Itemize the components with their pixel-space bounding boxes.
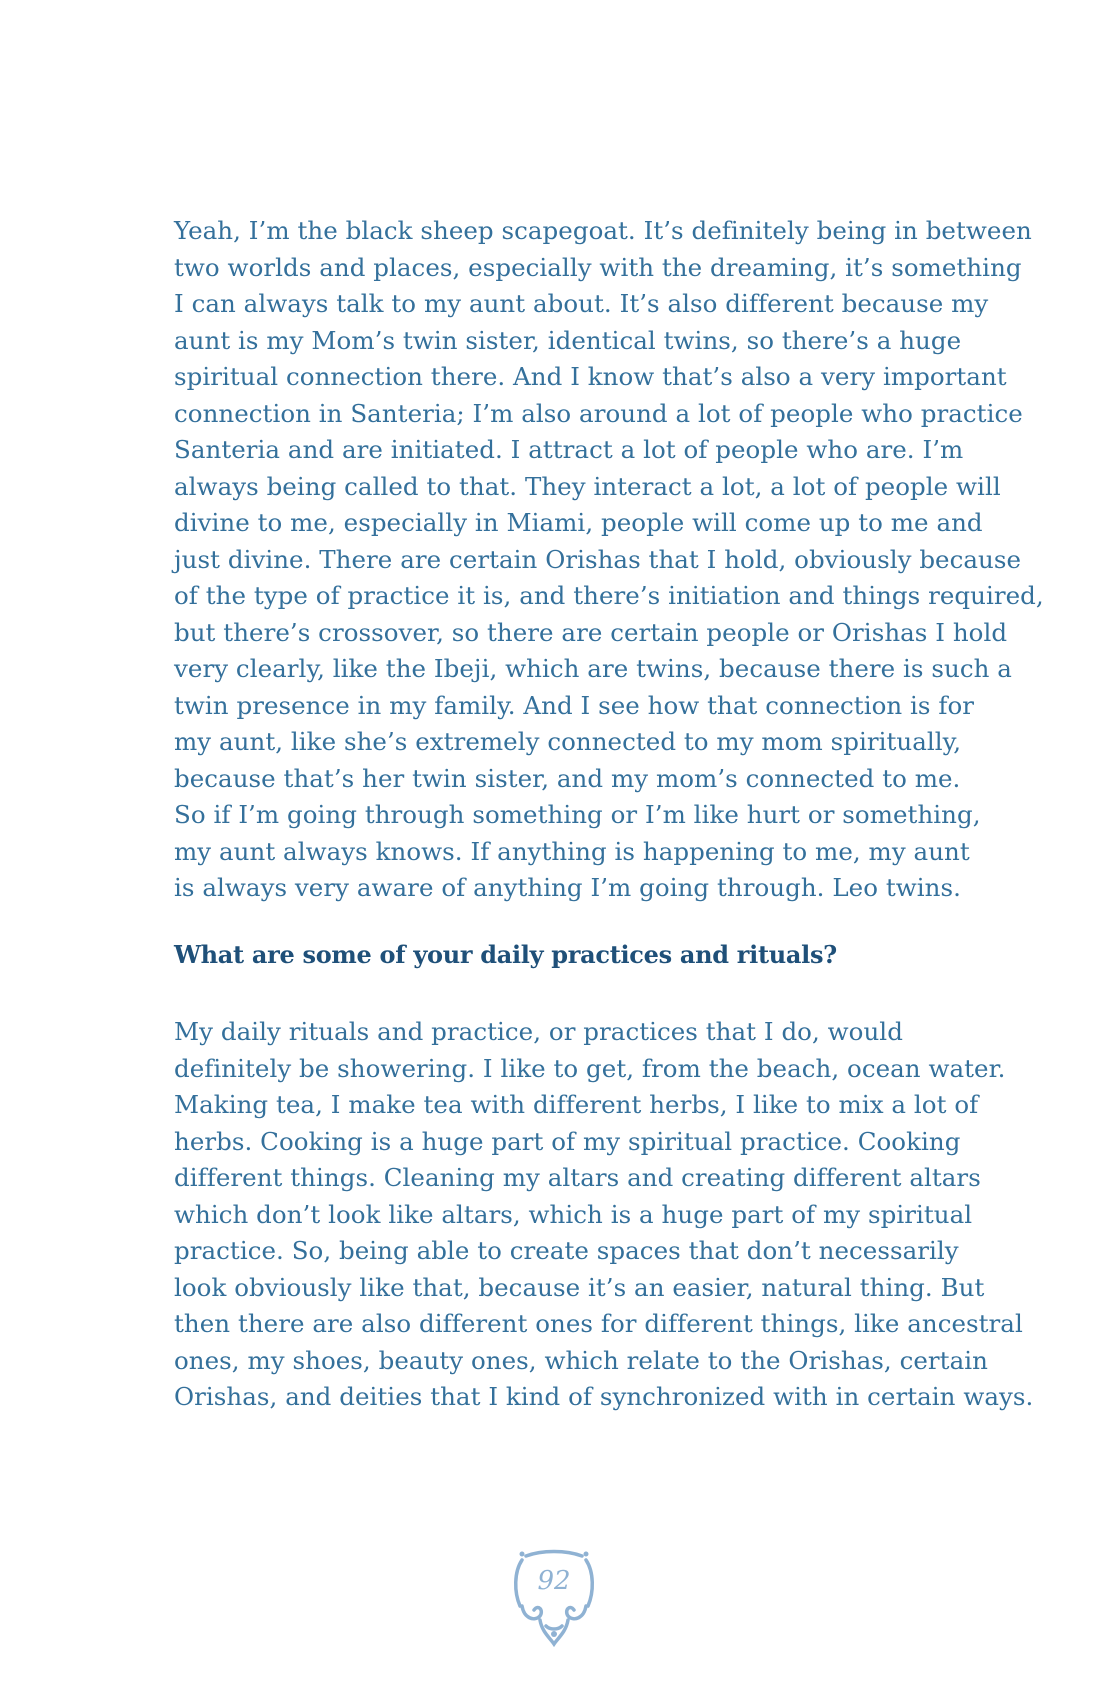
- text-line: divine to me, especially in Miami, people will come up to me and: [174, 508, 983, 537]
- text-line: then there are also different ones for different things, like ancestral: [174, 1309, 1023, 1338]
- text-line: Yeah, I’m the black sheep scapegoat. It’s definitely being in between: [174, 216, 1032, 245]
- text-line: because that’s her twin sister, and my mom’s connected to me.: [174, 763, 961, 793]
- text-line: Santeria and are initiated. I attract a lot of people who are. I’m: [174, 435, 964, 464]
- text-line: my aunt, like she’s extremely connected to my mom spiritually,: [174, 727, 962, 756]
- text-line: definitely be showering. I like to get, from the beach, ocean water.: [174, 1053, 1006, 1083]
- text-line: look obviously like that, because it’s an easier, natural thing. But: [174, 1272, 985, 1302]
- text-line: connection in Santeria; I’m also around a lot of people who practice: [174, 398, 1023, 428]
- text-line: two worlds and places, especially with the dreaming, it’s something: [174, 252, 1022, 282]
- text-line: ones, my shoes, beauty ones, which relate to the Orishas, certain: [174, 1345, 988, 1375]
- text-line: twin presence in my family. And I see how that connection is for: [174, 690, 975, 720]
- text-line: So if I’m going through something or I’m like hurt or something,: [174, 800, 981, 829]
- text-line: very clearly, like the Ibeji, which are twins, because there is such a: [174, 654, 1012, 683]
- answer-paragraph-1: [174, 213, 1044, 907]
- text-line: of the type of practice it is, and there’s initiation and things required,: [174, 581, 1044, 610]
- text-line: I can always talk to my aunt about. It’s also different because my: [174, 289, 989, 318]
- text-line: which don’t look like altars, which is a huge part of my spiritual: [174, 1199, 973, 1229]
- page-number-ornament: [512, 1548, 596, 1648]
- text-line: always being called to that. They interact a lot, a lot of people will: [174, 471, 1001, 501]
- answer-paragraph-2: [174, 1014, 1034, 1416]
- text-line: My daily rituals and practice, or practices that I do, would: [174, 1017, 903, 1046]
- text-line: my aunt always knows. If anything is happening to me, my aunt: [174, 836, 970, 866]
- text-line: is always very aware of anything I’m going through. Leo twins.: [174, 873, 961, 902]
- text-line: Orishas, and deities that I kind of synchronized with in certain ways.: [174, 1382, 1034, 1411]
- swirl-ornament-icon: [512, 1548, 596, 1648]
- text-line: aunt is my Mom’s twin sister, identical twins, so there’s a huge: [174, 325, 962, 355]
- text-line: just divine. There are certain Orishas that I hold, obviously because: [174, 544, 1022, 574]
- text-line: herbs. Cooking is a huge part of my spiritual practice. Cooking: [174, 1126, 961, 1156]
- text-line: Making tea, I make tea with different herbs, I like to mix a lot of: [174, 1090, 979, 1119]
- text-line: different things. Cleaning my altars and creating different altars: [174, 1163, 981, 1192]
- interview-question-heading: What are some of your daily practices and rituals?: [174, 940, 837, 969]
- text-line: but there’s crossover, so there are certain people or Orishas I hold: [174, 617, 1008, 647]
- page-number: 92: [537, 1566, 571, 1596]
- text-line: practice. So, being able to create spaces that don’t necessarily: [174, 1236, 959, 1265]
- text-line: spiritual connection there. And I know that’s also a very important: [174, 362, 1007, 391]
